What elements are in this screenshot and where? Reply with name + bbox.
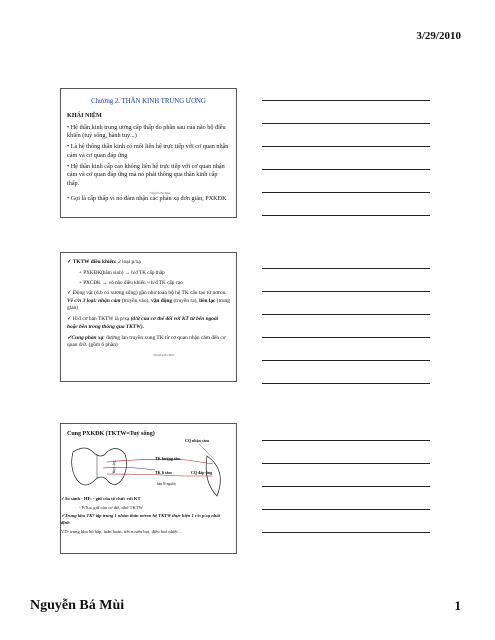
- notes-lines-1: [262, 100, 432, 238]
- label-effector: CQ đáp ứng: [191, 470, 213, 475]
- note-line: [262, 509, 430, 510]
- note-line: [262, 532, 430, 533]
- label-hinge: bản lề nguồn: [157, 482, 176, 486]
- slide-2-item-4-b: : đường lan truyền xung TK từ cơ quan nhận cảm đến cơ quan đ/ứ. (gồm 6 phần): [67, 334, 226, 349]
- slide-1-credit: Nguyễn Bá Mùi: [149, 191, 170, 196]
- slide-1-bullet-4: • Gọi là cấp thấp vì nó đảm nhận các phản xạ đơn giản, PXKĐK: [67, 195, 227, 203]
- notes-lines-3: [262, 440, 432, 555]
- slide-2-item-2-b: Về c/n 3 loại: nhận cảm: [67, 297, 121, 304]
- note-line: [262, 169, 430, 170]
- slide-1-heading: KHÁI NIỆM: [67, 112, 102, 120]
- note-line: [262, 314, 430, 315]
- note-line: [262, 268, 430, 269]
- slide-2-item-4: [67, 335, 230, 350]
- note-line: [262, 486, 430, 487]
- slide-3: [60, 423, 237, 554]
- label-afferent: TK hướng tâm: [155, 456, 181, 461]
- note-line: [262, 360, 430, 361]
- slide-2-credit: Nguyễn Bá Mùi: [153, 353, 174, 358]
- slide-2-item-1-label: ✓ TKTW điều khiển:: [67, 259, 117, 265]
- slide-3-title: Cung PXKĐK (TKTW=Tuỷ sống): [67, 431, 155, 437]
- note-line: [262, 123, 430, 124]
- slide-2-item-1: [67, 259, 230, 266]
- slide-2-item-2: [67, 290, 230, 312]
- label-spinal-cord: Tuỷ sống: [111, 460, 116, 474]
- spinal-cord-shape: [72, 448, 127, 485]
- slide-2-item-3: [67, 316, 230, 331]
- footer-author: Nguyễn Bá Mùi: [30, 598, 125, 613]
- slide-1-bullet-3: • Hệ thần kinh cấp cao không liên hệ trực tiếp với cơ quan nhận cảm và cơ quan đáp ứng mà nó phải thông qua thần kinh cấp thấp.: [67, 162, 225, 187]
- note-line: [262, 440, 430, 441]
- slide-2-item-2-g: (trung gian): [67, 297, 230, 311]
- note-line: [262, 215, 430, 216]
- slide-3-line-1: ✓So sánh - HF: - giữ của tổ chức với KT: [61, 496, 141, 501]
- slide-2-item-3-a: ✓ H/đ cơ bản TKTW là p/xạ: [67, 316, 131, 323]
- header-date: 3/29/2010: [416, 30, 461, 42]
- note-line: [262, 192, 430, 193]
- slide-1-title: Chương 2. THẦN KINH TRUNG ƯƠNG: [91, 98, 206, 105]
- note-line: [262, 291, 430, 292]
- slide-1-bullet-1: • Hệ thần kinh trung ương cấp thấp do phần sau của não bộ điều khiển (tuỷ sống, hành tuỷ...): [67, 123, 226, 139]
- slide-3-text: [61, 496, 226, 537]
- slide-1: [60, 88, 237, 218]
- slide-3-line-3: ✓Trung khu TK? tập trung 1 nhóm thân nơron hệ TKTW thực hiện 1 c/n p/xạ nhất định: [61, 513, 220, 525]
- slide-2-item-1-rest: 2 loại p/xạ: [116, 259, 141, 265]
- notes-lines-2: [262, 268, 432, 406]
- slide-2-item-2-d: vận động: [151, 297, 173, 304]
- label-efferent: TK li tâm: [155, 470, 172, 475]
- note-line: [262, 146, 430, 147]
- slide-2: [60, 252, 237, 382]
- slide-2-item-3-b: (đ/ứ của cơ thể đối với KT từ bên ngoài hoặc bên trong thông qua TKTW).: [67, 316, 219, 330]
- slide-2-item-2-f: liên lạc: [199, 297, 216, 304]
- slide-2-item-4-a: ✓Cung phản xạ: [67, 334, 104, 341]
- footer-page-number: 1: [454, 598, 461, 613]
- slide-2-item-2-a: ✓ Động vật (d.b có xương sống) gần như toàn bộ hệ TK cấu tạo từ nơron.: [67, 290, 227, 297]
- slide-1-bullet-2: • Là hệ thống thần kinh có mối liên hệ trực tiếp với cơ quan nhận cảm và cơ quan đáp ứng: [67, 143, 229, 159]
- note-line: [262, 383, 430, 384]
- slide-3-line-2: - P/Xạ: giữ của cơ thể, nhờ TKTW: [79, 504, 143, 510]
- label-receptor: CQ nhận cảm: [185, 438, 209, 443]
- slide-2-sub-2: + PXCĐK → vỏ não điều khiển ≈ h/đ TK cấp cao: [79, 280, 183, 287]
- note-line: [262, 463, 430, 464]
- slide-2-item-2-c: (truyền vào),: [120, 297, 152, 304]
- slide-3-line-4: VD: trung khu hô hấp, tuần hoàn, tiết n.niêu bọt, điều hoà nhiệt…: [61, 528, 183, 534]
- slide-2-item-2-e: (truyền ra),: [172, 297, 200, 304]
- note-line: [262, 100, 430, 101]
- reflex-arc-diagram: [67, 430, 230, 500]
- slide-2-sub-1: + PXKĐK(bẩm sinh) → h/đ TK cấp thấp: [79, 270, 165, 277]
- note-line: [262, 337, 430, 338]
